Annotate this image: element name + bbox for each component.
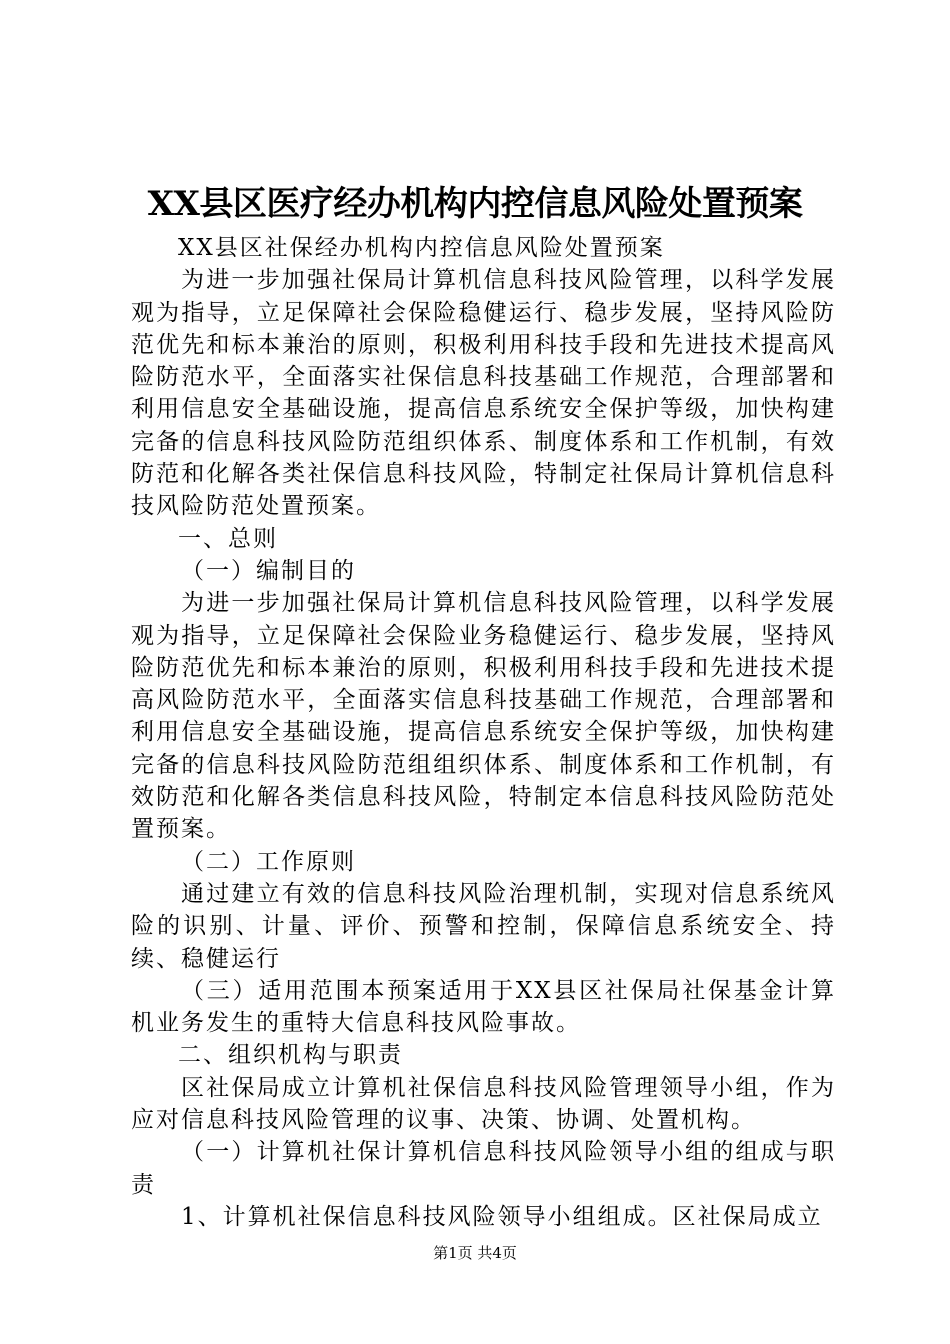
section-heading: 二、组织机构与职责 [178,1042,403,1069]
paragraph: 为进一步加强社保局计算机信息科技风险管理，以科学发展观为指导，立足保障社会保险业务稳健运行、稳步发展，坚持风险防范优先和标本兼治的原则，积极利用科技手段和先进技术提高风险防范水平，全面落实信息科技基础工作规范，合理部署和利用信息安全基础设施，提高信息系统安全保护等级，加快构建完备的信息科技风险防范组组织体系、制度体系和工作机制，有效防范和化解各类信息科技风险，特制定本信息科技风险防范处置预案。 [131,590,836,843]
document-body [131,232,836,1233]
page-footer: 第1页 共4页 [433,1244,517,1262]
paragraph: 1、计算机社保信息科技风险领导小组组成。区社保局成立 [181,1203,823,1230]
subsection-heading: （一）计算机社保计算机信息科技风险领导小组的组成与职责 [131,1139,836,1198]
paragraph: 为进一步加强社保局计算机信息科技风险管理，以科学发展观为指导，立足保障社会保险稳健运行、稳步发展，坚持风险防范优先和标本兼治的原则，积极利用科技手段和先进技术提高风险防范水平，全面落实社保信息科技基础工作规范，合理部署和利用信息安全基础设施，提高信息系统安全保护等级，加快构建完备的信息科技风险防范组织体系、制度体系和工作机制，有效防范和化解各类社保信息科技风险，特制定社保局计算机信息科技风险防范处置预案。 [131,267,836,520]
paragraph: （三）适用范围本预案适用于XX县区社保局社保基金计算机业务发生的重特大信息科技风险事故。 [131,977,836,1037]
document-subtitle: XX县区社保经办机构内控信息风险处置预案 [178,235,665,261]
subsection-heading: （二）工作原则 [181,848,356,875]
subsection-heading: （一）编制目的 [181,557,356,584]
document-title: XX县区医疗经办机构内控信息风险处置预案 [147,184,803,224]
section-heading: 一、总则 [178,525,278,552]
paragraph: 区社保局成立计算机社保信息科技风险管理领导小组，作为应对信息科技风险管理的议事、决策、协调、处置机构。 [131,1074,836,1134]
paragraph: 通过建立有效的信息科技风险治理机制，实现对信息系统风险的识别、计量、评价、预警和控制，保障信息系统安全、持续、稳健运行 [131,880,836,972]
